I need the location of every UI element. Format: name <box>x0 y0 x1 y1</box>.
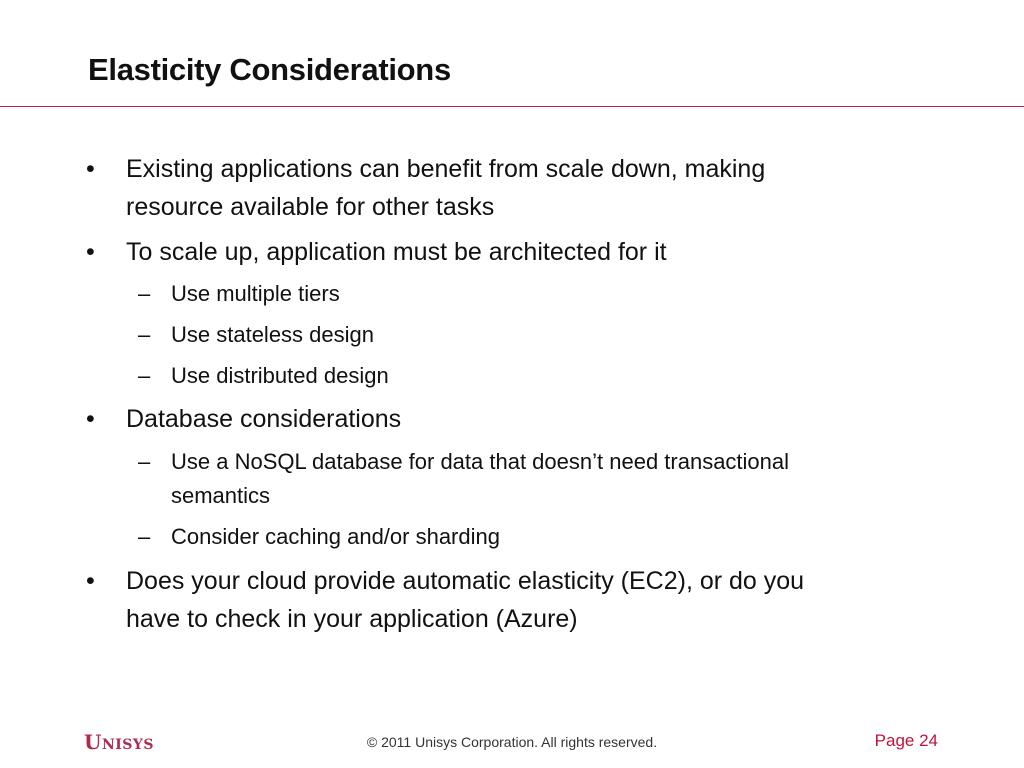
bullet-item <box>86 562 805 638</box>
bullet-item <box>86 150 766 226</box>
sub-bullet-line: Consider caching and/or sharding <box>171 524 500 549</box>
slide-title: Elasticity Considerations <box>88 52 451 87</box>
dash-icon: – <box>138 449 151 474</box>
bullet-line: Existing applications can benefit from scale down, making <box>126 155 766 183</box>
sub-bullet-line: semantics <box>171 483 271 508</box>
bullet-line: have to check in your application (Azure) <box>126 605 578 633</box>
sub-bullet-line: Use a NoSQL database for data that doesn’t need transactional <box>171 449 790 474</box>
copyright-notice: © 2011 Unisys Corporation. All rights reserved. <box>366 734 658 750</box>
bullet-icon: • <box>86 155 95 183</box>
sub-bullet-item <box>138 359 389 393</box>
sub-bullet-line: Use stateless design <box>171 322 374 347</box>
dash-icon: – <box>138 524 151 549</box>
unisys-logo: Unisys <box>84 730 155 754</box>
sub-bullet-item <box>138 445 790 513</box>
sub-bullet-line: Use distributed design <box>171 363 389 388</box>
bullet-icon: • <box>86 238 95 266</box>
sub-bullet-item <box>138 318 374 352</box>
bullet-item <box>86 233 667 271</box>
dash-icon: – <box>138 281 151 306</box>
bullet-icon: • <box>86 567 95 595</box>
dash-icon: – <box>138 322 151 347</box>
bullet-icon: • <box>86 405 95 433</box>
bullet-item <box>86 400 402 438</box>
sub-bullet-item <box>138 277 340 311</box>
bullet-line: Database considerations <box>126 405 402 433</box>
bullet-line: To scale up, application must be architected for it <box>126 238 667 266</box>
bullet-line: Does your cloud provide automatic elasticity (EC2), or do you <box>126 567 805 595</box>
sub-bullet-item <box>138 520 500 554</box>
page-number: Page 24 <box>874 731 938 750</box>
bullet-line: resource available for other tasks <box>126 193 495 221</box>
dash-icon: – <box>138 363 151 388</box>
sub-bullet-line: Use multiple tiers <box>171 281 340 306</box>
title-divider <box>0 106 1024 107</box>
